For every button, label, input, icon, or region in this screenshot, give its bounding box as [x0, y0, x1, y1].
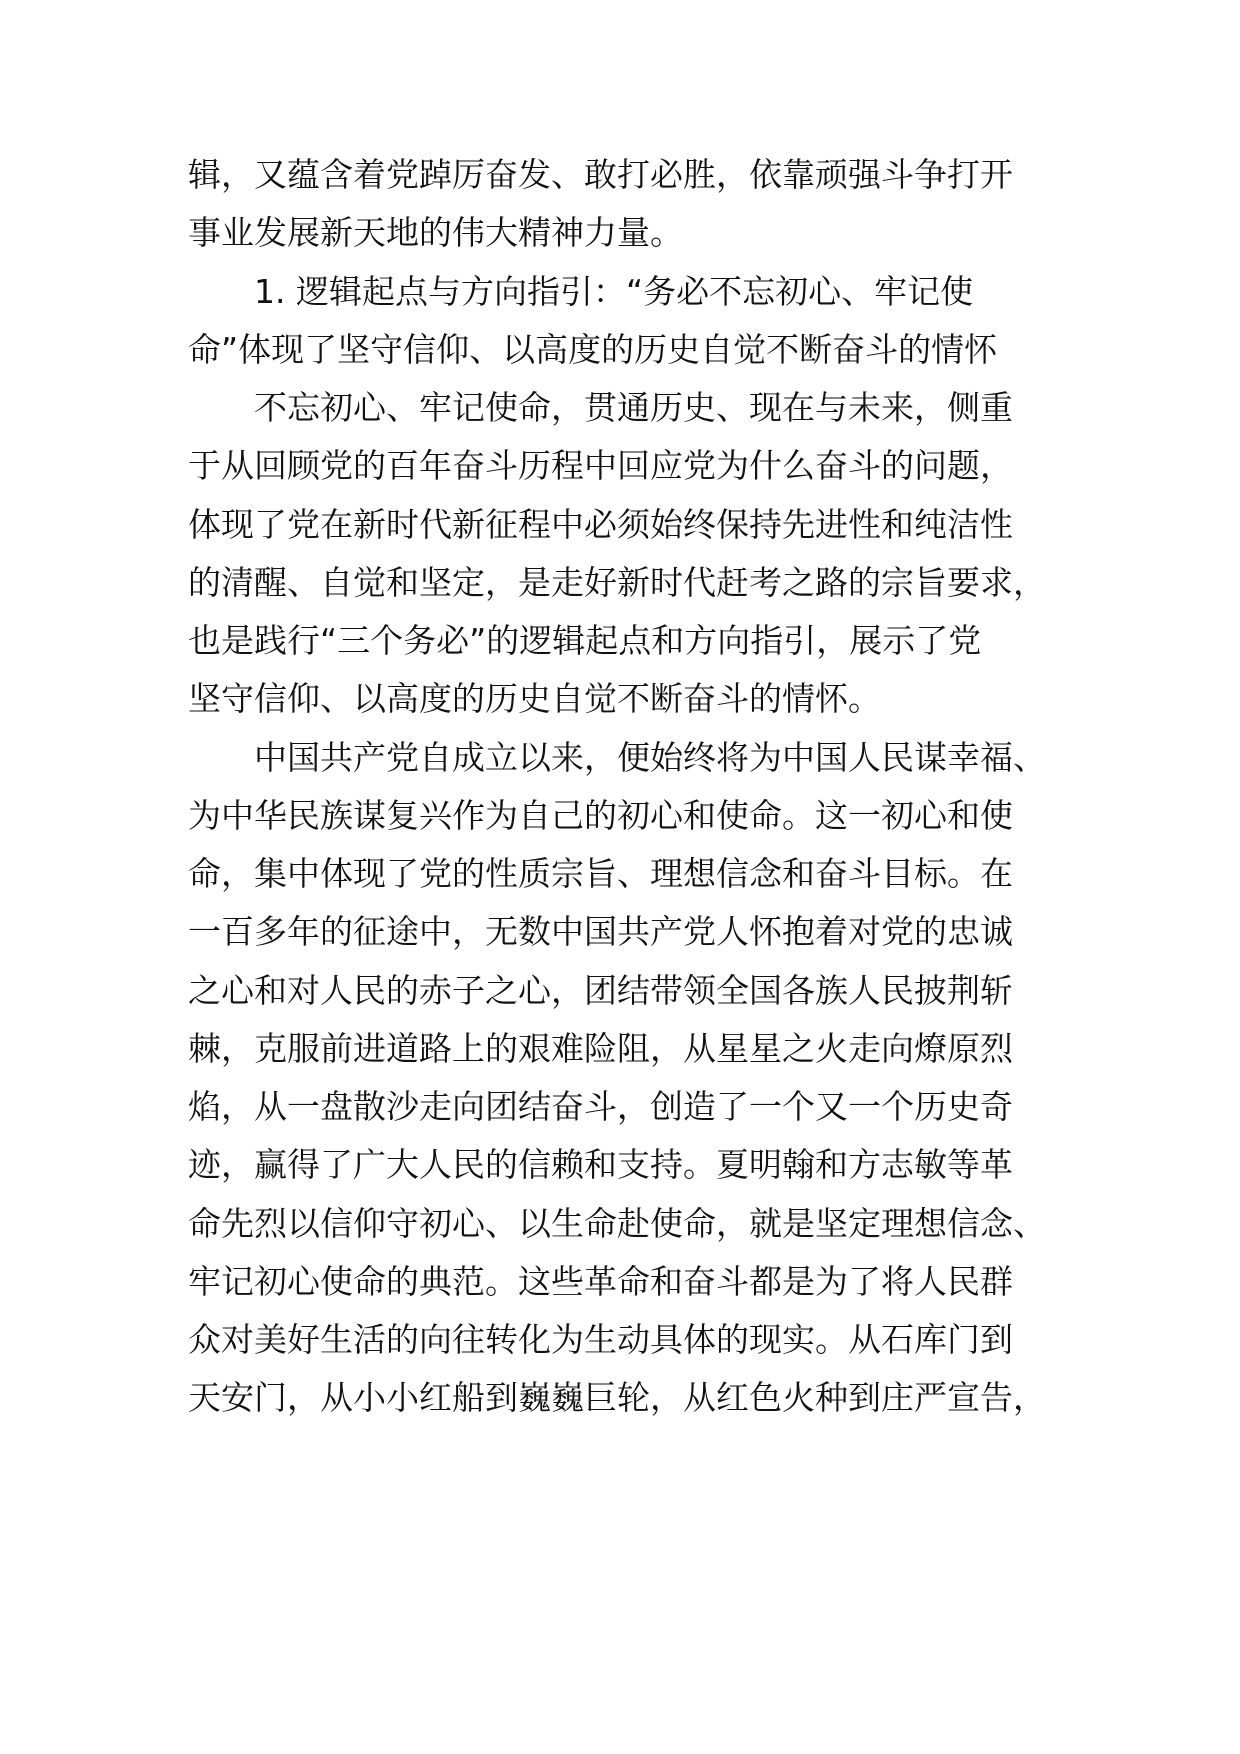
text-line: 坚守信仰、以高度的历史自觉不断奋斗的情怀。 [188, 679, 881, 718]
text-line: 棘，克服前进道路上的艰难险阻，从星星之火走向燎原烈 [188, 1029, 1013, 1068]
text-line: 中国共产党自成立以来，便始终将为中国人民谋幸福、 [254, 738, 1046, 777]
section-heading-line: 1. 逻辑起点与方向指引：“务必不忘初心、牢记使 [254, 272, 974, 311]
text-line: 体现了党在新时代新征程中必须始终保持先进性和纯洁性 [188, 505, 1013, 544]
text-line: 迹，赢得了广大人民的信赖和支持。夏明翰和方志敏等革 [188, 1145, 1013, 1184]
text-line: 为中华民族谋复兴作为自己的初心和使命。这一初心和使 [188, 796, 1013, 835]
section-heading-line: 命”体现了坚守信仰、以高度的历史自觉不断奋斗的情怀 [188, 330, 998, 369]
text-line: 也是践行“三个务必”的逻辑起点和方向指引，展示了党 [188, 621, 982, 660]
text-line: 焰，从一盘散沙走向团结奋斗，创造了一个又一个历史奇 [188, 1087, 1013, 1126]
text-line: 于从回顾党的百年奋斗历程中回应党为什么奋斗的问题， [188, 446, 1013, 485]
text-line: 不忘初心、牢记使命，贯通历史、现在与未来，侧重 [254, 388, 1013, 427]
text-line: 辑，又蕴含着党踔厉奋发、敢打必胜，依靠顽强斗争打开 [188, 155, 1013, 194]
text-line: 命先烈以信仰守初心、以生命赴使命，就是坚定理想信念、 [188, 1204, 1046, 1243]
text-line: 天安门，从小小红船到巍巍巨轮，从红色火种到庄严宣告， [188, 1378, 1046, 1417]
text-line: 的清醒、自觉和坚定，是走好新时代赶考之路的宗旨要求， [188, 563, 1046, 602]
text-line: 一百多年的征途中，无数中国共产党人怀抱着对党的忠诚 [188, 912, 1013, 951]
text-line: 众对美好生活的向往转化为生动具体的现实。从石库门到 [188, 1320, 1013, 1359]
text-line: 命，集中体现了党的性质宗旨、理想信念和奋斗目标。在 [188, 854, 1013, 893]
text-line: 牢记初心使命的典范。这些革命和奋斗都是为了将人民群 [188, 1262, 1013, 1301]
text-line: 事业发展新天地的伟大精神力量。 [188, 213, 683, 252]
text-line: 之心和对人民的赤子之心，团结带领全国各族人民披荆斩 [188, 971, 1013, 1010]
